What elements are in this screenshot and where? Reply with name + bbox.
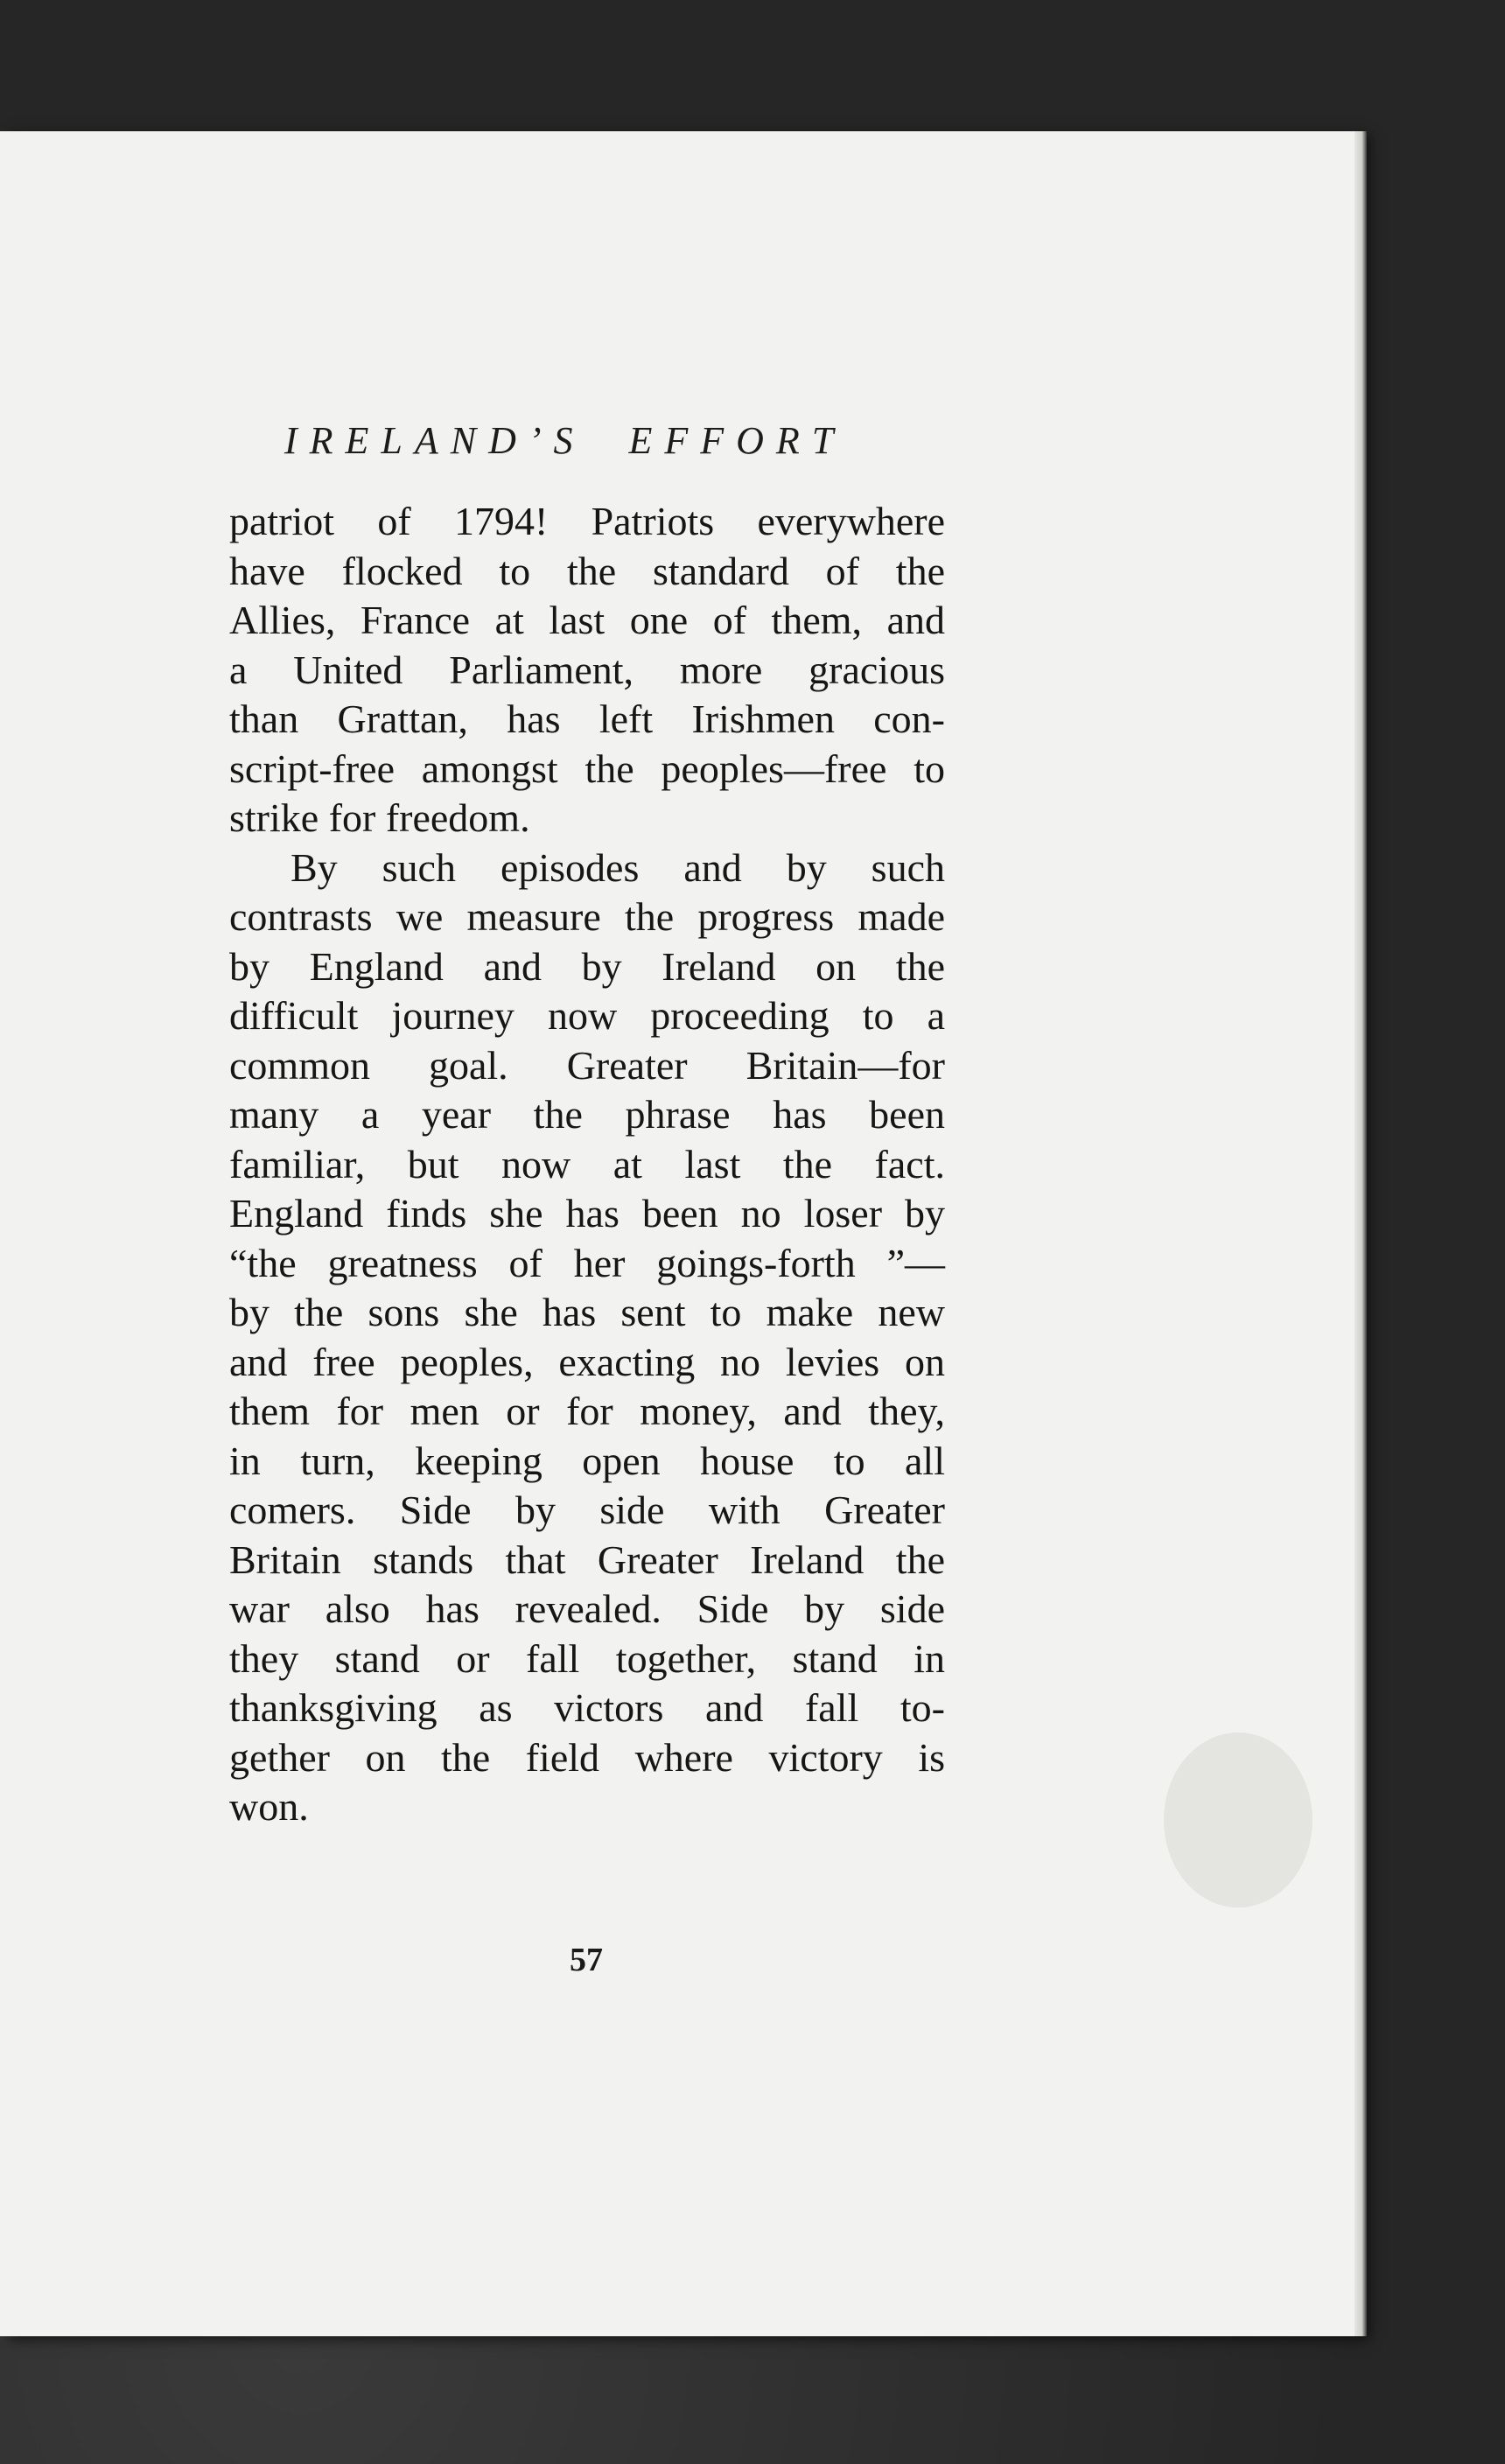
text-line: Allies, France at last one of them, and [229, 598, 945, 642]
text-line: “the greatness of her goings-forth ”— [229, 1240, 945, 1285]
text-line: strike for freedom. [229, 795, 530, 840]
text-line: they stand or fall together, stand in [229, 1635, 945, 1681]
paragraph [229, 497, 945, 844]
page-number: 57 [570, 1942, 603, 1978]
text-line: war also has revealed. Side by side [229, 1586, 945, 1631]
text-line: them for men or for money, and they, [229, 1389, 945, 1433]
text-line: difficult journey now proceeding to a [229, 993, 945, 1038]
text-line: common goal. Greater Britain—for [229, 1042, 945, 1088]
text-line: than Grattan, has left Irishmen con- [229, 696, 945, 741]
text-line: a United Parliament, more gracious [229, 647, 945, 692]
text-line: by the sons she has sent to make new [229, 1290, 945, 1334]
text-line: England finds she has been no loser by [229, 1191, 945, 1236]
text-line: By such episodes and by such [290, 844, 945, 890]
text-line: gether on the field where victory is [229, 1734, 945, 1780]
text-line: thanksgiving as victors and fall to- [229, 1685, 945, 1730]
text-line: won. [229, 1784, 309, 1829]
paragraph [229, 844, 945, 1832]
paper-stain [1164, 1732, 1312, 1908]
text-line: familiar, but now at last the fact. [229, 1141, 945, 1186]
text-line: comers. Side by side with Greater [229, 1488, 945, 1532]
text-line: many a year the phrase has been [229, 1092, 945, 1137]
text-line: Britain stands that Greater Ireland the [229, 1536, 945, 1582]
running-head: IRELAND’S EFFORT [284, 419, 846, 462]
text-line: patriot of 1794! Patriots everywhere [229, 499, 945, 543]
page-edge [1354, 131, 1367, 2336]
body-text [229, 497, 945, 1832]
text-line: script-free amongst the peoples—free to [229, 746, 945, 791]
text-line: in turn, keeping open house to all [229, 1438, 945, 1483]
text-line: and free peoples, exacting no levies on [229, 1339, 945, 1384]
text-line: contrasts we measure the progress made [229, 894, 945, 939]
text-line: by England and by Ireland on the [229, 943, 945, 989]
text-line: have flocked to the standard of the [229, 548, 945, 593]
